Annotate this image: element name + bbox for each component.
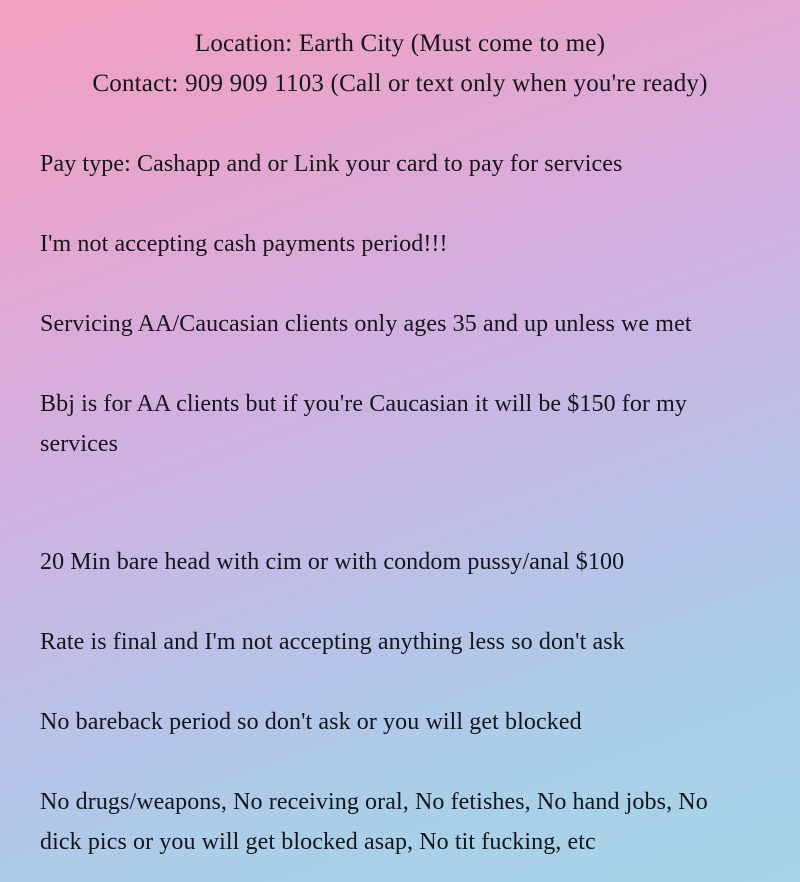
paragraph-rate-listing: 20 Min bare head with cim or with condom pussy/anal $100 [40, 549, 625, 575]
contact-line: Contact: 909 909 1103 (Call or text only when you're ready) [92, 70, 708, 97]
paragraph-pay-type: Pay type: Cashapp and or Link your card to pay for services [40, 151, 623, 177]
paragraph-rate-final: Rate is final and I'm not accepting anything less so don't ask [40, 629, 625, 655]
body-block [0, 144, 800, 862]
paragraph-restrictions: No drugs/weapons, No receiving oral, No fetishes, No hand jobs, No dick pics or you will get blocked asap, No tit fucking, etc [40, 789, 708, 855]
paragraph-clients: Servicing AA/Caucasian clients only ages 35 and up unless we met [40, 311, 692, 337]
paragraph-no-cash: I'm not accepting cash payments period!!! [40, 231, 448, 257]
location-line: Location: Earth City (Must come to me) [194, 30, 606, 57]
header-block [0, 0, 800, 104]
paragraph-no-bareback: No bareback period so don't ask or you will get blocked [40, 709, 582, 735]
paragraph-bbj: Bbj is for AA clients but if you're Caucasian it will be $150 for my services [40, 391, 688, 457]
